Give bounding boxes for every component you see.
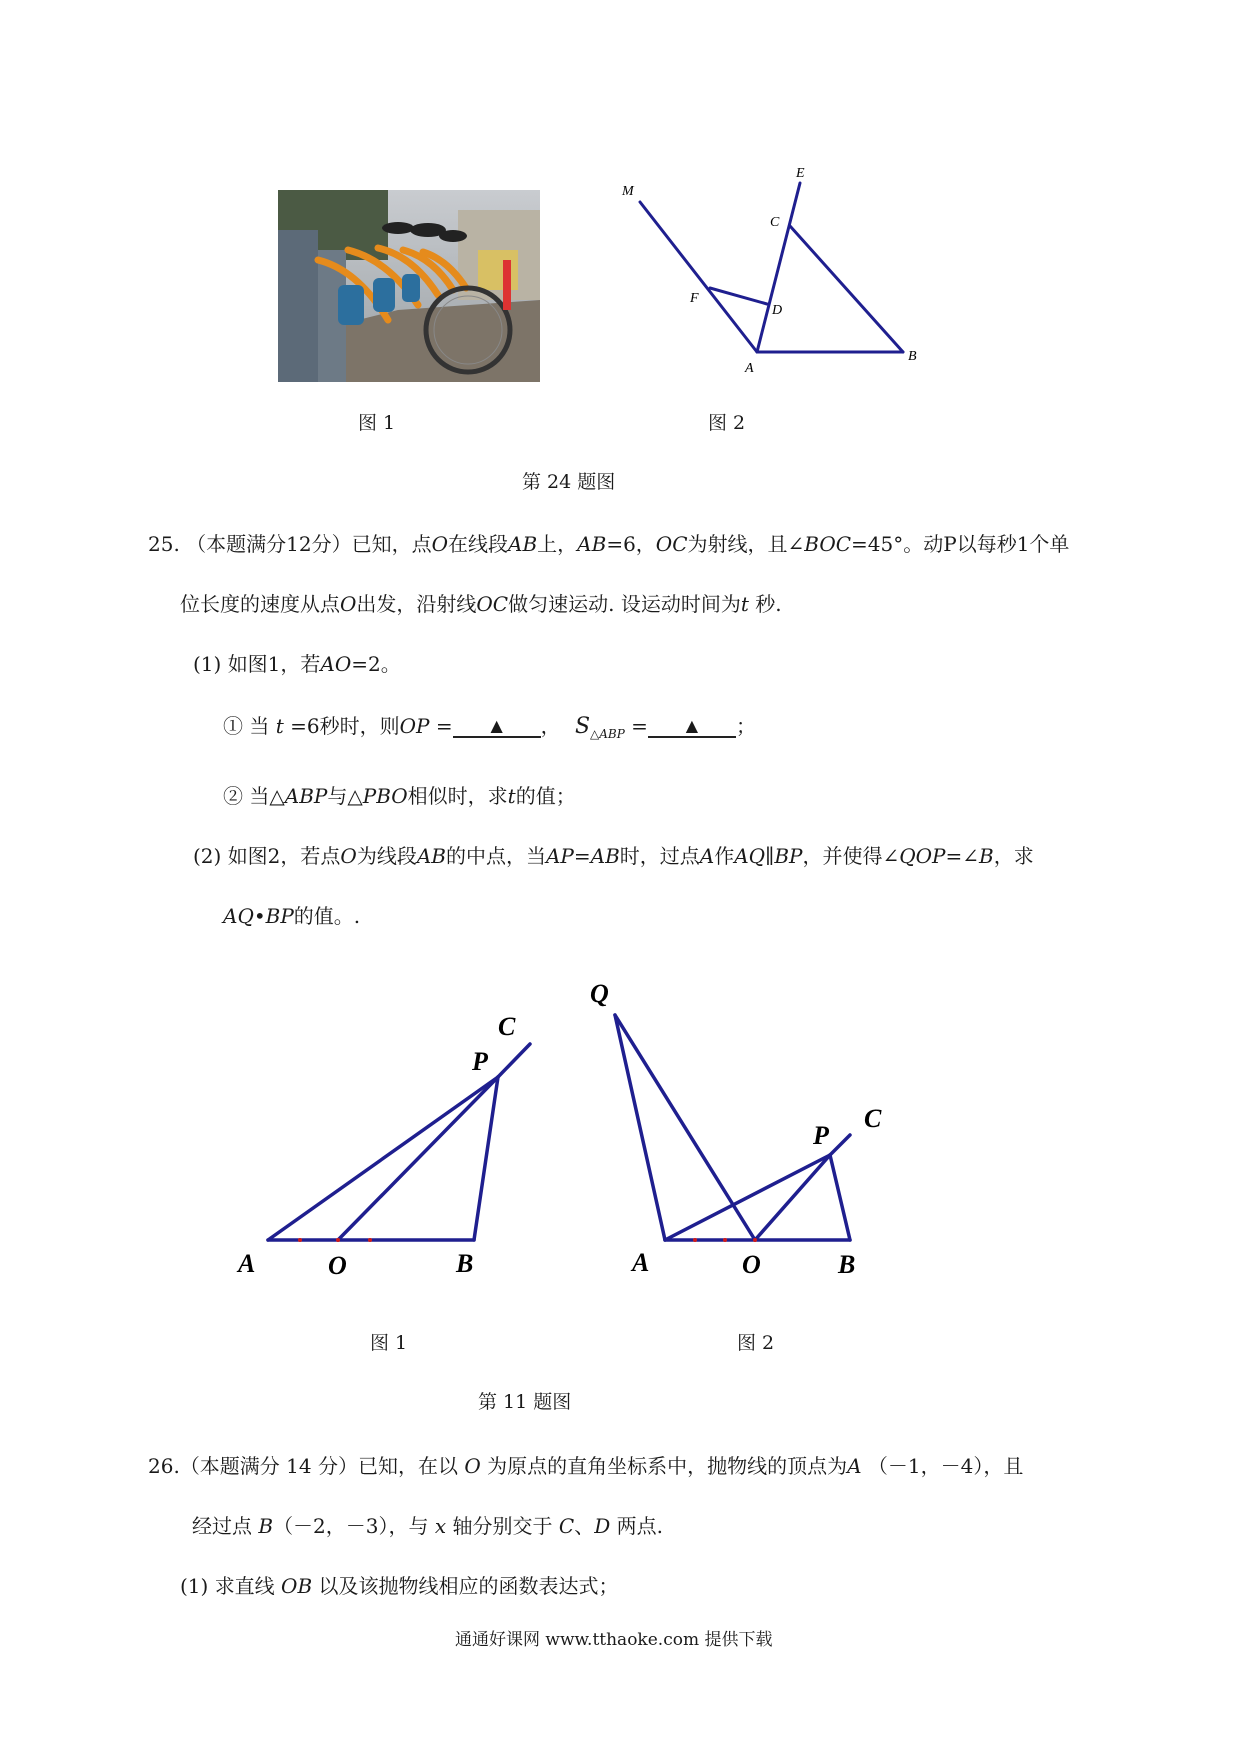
q25-var: OC [655,532,688,556]
q25-text: 做匀速运动. 设运动时间为 [508,592,741,616]
q26-part-1 [180,1570,619,1599]
q25-text: 为线段 [356,844,417,868]
fig24-geometry-diagram [600,150,940,380]
label-B: B [838,1250,856,1279]
q26-text: (1) 求直线 [180,1574,282,1598]
label-F: F [690,291,699,306]
ray-PC [830,1135,850,1155]
q25-sub-1 [223,710,756,741]
q25-text: 相似时，求 [407,784,508,808]
q25-sub-2 [223,780,576,809]
label-C: C [498,1012,516,1041]
fig11-title: 第 11 题图 [478,1391,572,1413]
label-P: P [813,1121,829,1150]
label-B: B [908,349,917,364]
area-subscript: △ABP [590,727,625,741]
q25-var: QOP [899,844,946,868]
fig11-caption-1: 图 1 [370,1332,408,1354]
q26-number: 26. [148,1454,180,1478]
q25-var: O [431,532,449,556]
q25-var: t [740,592,749,616]
q26-text: 两点. [610,1514,663,1538]
triangle-mark: ▲ [490,716,503,735]
q26-var: D [594,1514,611,1538]
label-D: D [772,303,783,318]
q25-var: OP [399,714,430,738]
fig24-caption-2: 图 2 [708,412,746,434]
q25-text: = [429,714,453,738]
fig11-right-diagram [570,975,910,1285]
q25-part-2 [193,840,1034,869]
q25-text: (1) 如图1，若 [193,652,321,676]
q25-text: 上， [537,532,578,556]
label-M: M [622,184,634,199]
q25-var: AP=AB [545,844,620,868]
q25-var: O [340,592,357,616]
q26-var: x [434,1514,447,1538]
q25-var: t [275,714,284,738]
q26-line-2 [192,1510,663,1539]
q26-var: O [464,1454,481,1478]
q26-text: 经过点 [192,1514,259,1538]
q25-text: 与△ [327,784,363,808]
q25-var: AB [416,844,446,868]
q25-var: B [979,844,994,868]
q26-text: （－2，－3），与 [273,1514,435,1538]
answer-blank-1[interactable] [453,714,541,738]
q25-text: 时，过点 [619,844,700,868]
fig24-title: 第 24 题图 [522,471,616,493]
q26-text: 、 [574,1514,595,1538]
line-M-A [640,202,757,352]
fig11-left-diagram [220,1000,560,1290]
q25-number: 25. [148,532,180,556]
q25-var: A [699,844,715,868]
fig11-caption-2: 图 2 [737,1332,775,1354]
line-A-E [757,183,800,352]
q25-var: AQ∥BP [734,844,803,868]
q25-var: PBO [362,784,408,808]
q25-var: AB [508,532,538,556]
label-A: A [632,1248,650,1277]
label-A: A [745,361,754,376]
q25-text: 位长度的速度从点 [180,592,340,616]
q25-var: AQ•BP [223,904,294,928]
q26-var: C [558,1514,575,1538]
q25-var: ABP [284,784,328,808]
q25-part-1 [193,648,401,677]
q25-var: AB [577,532,607,556]
label-Q: Q [590,979,609,1008]
page-footer: 通通好课网 www.tthaoke.com 提供下载 [455,1630,773,1650]
q25-line-1 [148,528,1069,557]
q26-line-1 [148,1450,1023,1479]
q25-text: ； [735,714,756,738]
q25-text: 的值。. [293,904,361,928]
triangle-mark: ▲ [685,716,699,735]
line-C-B [790,226,903,352]
segment-QA [615,1015,665,1240]
segment-OP [338,1077,498,1240]
q26-var: OB [281,1574,313,1598]
q25-text: 的中点，当 [445,844,546,868]
q25-text: ① 当 [223,714,276,738]
fig24-caption-1: 图 1 [358,412,396,434]
label-C: C [770,215,780,230]
label-A: A [238,1249,256,1278]
segment-AP [268,1077,498,1240]
q25-part-2-line-2 [223,900,360,929]
q25-text: =∠ [945,844,979,868]
q25-var: BOC [804,532,852,556]
ray-PC [498,1044,530,1077]
q25-text: (2) 如图2，若点 [193,844,341,868]
q26-text: 以及该抛物线相应的函数表达式； [312,1574,619,1598]
answer-blank-2[interactable] [648,714,736,738]
q25-text: 的值； [515,784,576,808]
q26-var: A [847,1454,862,1478]
q25-text: ，求 [993,844,1034,868]
q25-text: 出发，沿射线 [356,592,477,616]
q25-text: （本题满分12分）已知，点 [186,532,432,556]
q25-text: 作 [714,844,735,868]
label-P: P [472,1047,488,1076]
q25-text: 在线段 [448,532,509,556]
q25-text: =2。 [351,652,401,676]
segment-BP [474,1077,498,1240]
label-E: E [796,166,805,181]
q25-var: OC [476,592,509,616]
q25-text: 为射线，且∠ [687,532,805,556]
q25-line-2 [180,588,782,617]
q26-var: B [258,1514,274,1538]
q25-text: ，并使得∠ [802,844,900,868]
q25-var: AO [320,652,352,676]
q25-var: O [340,844,357,868]
q25-text: =45°。动P以每秒1个单 [851,532,1070,556]
bicycle-photo [278,190,540,382]
q25-text: 秒. [748,592,782,616]
label-O: O [328,1251,347,1280]
q25-var: t [507,784,516,808]
segment-OP [755,1155,830,1240]
q25-text: =6秒时，则 [283,714,400,738]
label-B: B [456,1249,474,1278]
q26-text: 为原点的直角坐标系中，抛物线的顶点为 [480,1454,848,1478]
area-symbol: S [574,714,591,739]
q26-text: （本题满分 14 分）已知，在以 [179,1454,465,1478]
q25-text: ② 当△ [223,784,285,808]
q25-text: = [624,714,648,738]
q25-text: =6， [606,532,656,556]
q25-text: ， [540,714,561,738]
label-C: C [864,1104,882,1133]
q26-text: 轴分别交于 [446,1514,559,1538]
label-O: O [742,1250,761,1279]
q26-text: （－1，－4），且 [861,1454,1024,1478]
segment-BP [830,1155,850,1240]
